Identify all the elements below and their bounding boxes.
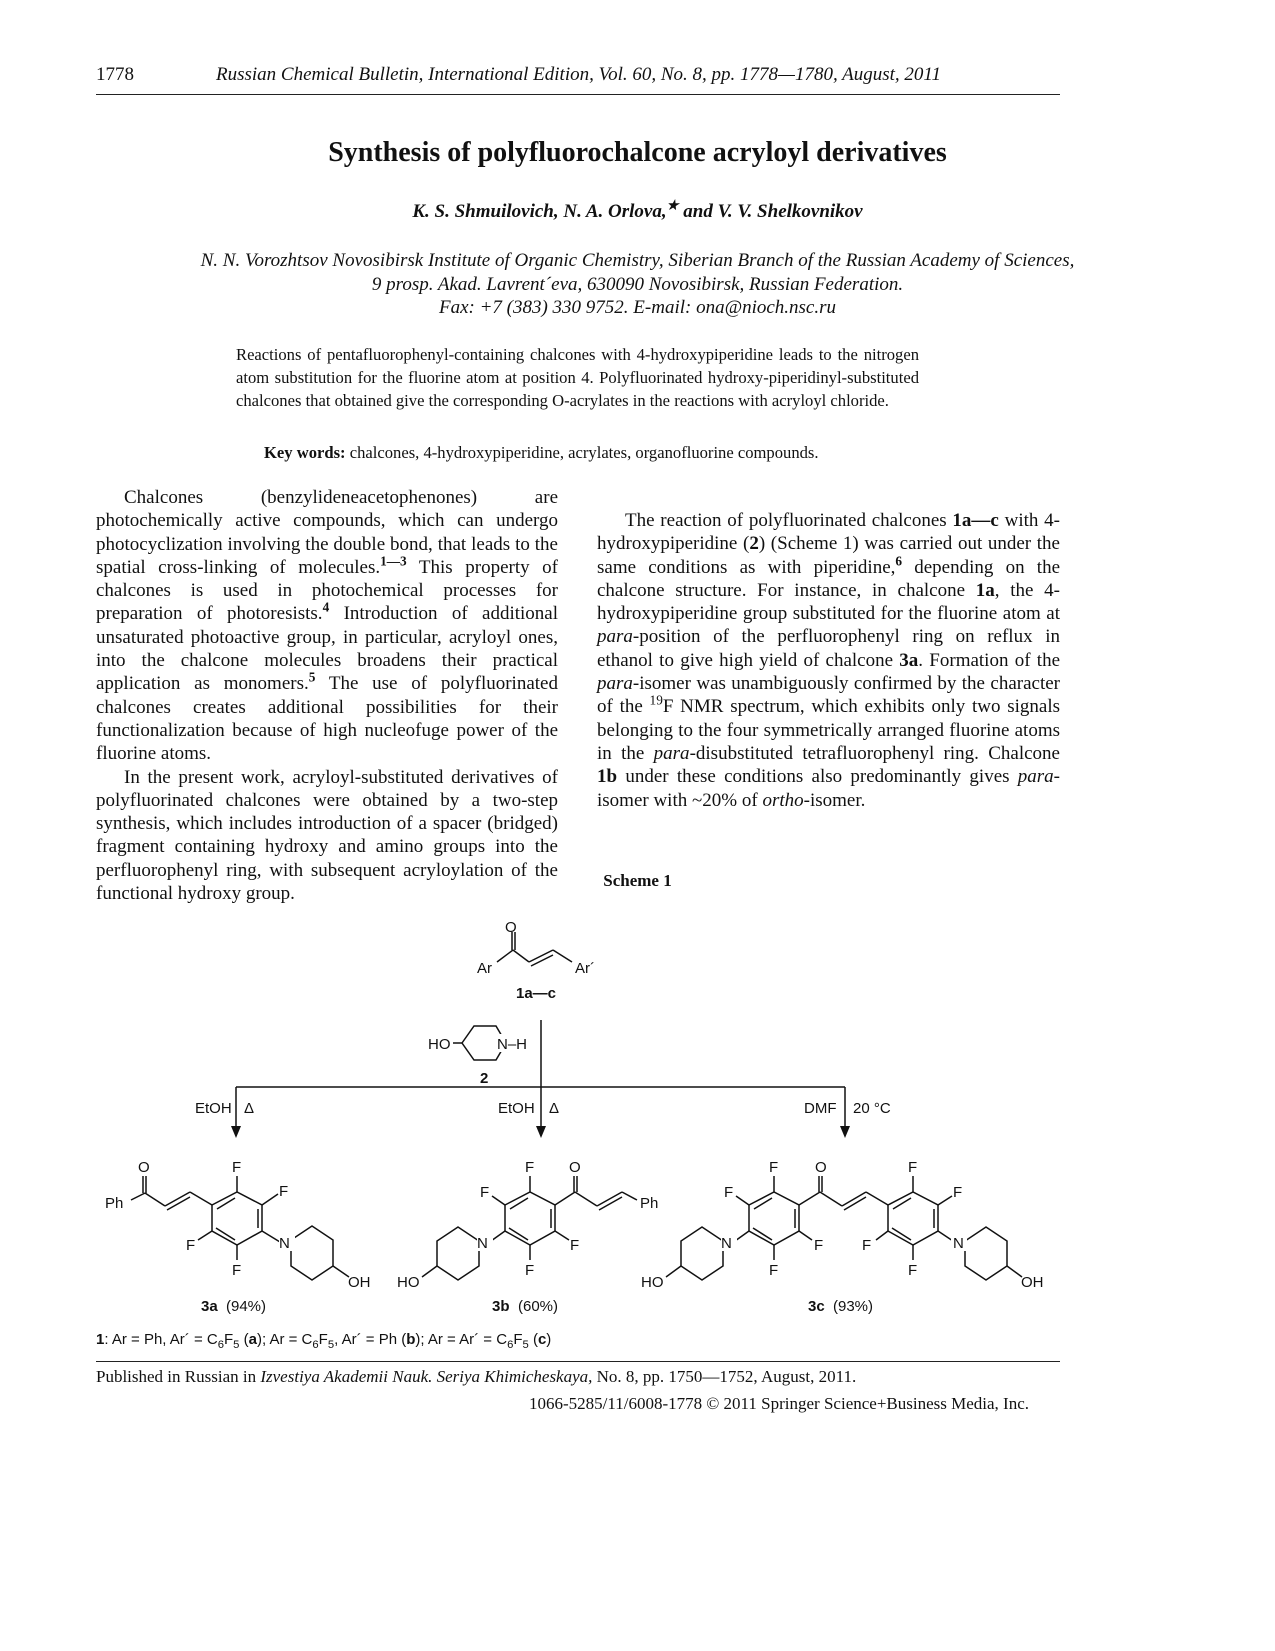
product-3a: 3a xyxy=(201,1298,218,1315)
page-number: 1778 xyxy=(96,64,134,85)
yield-3c: (93%) xyxy=(833,1298,874,1315)
cond-mid-solvent: EtOH xyxy=(498,1100,535,1117)
svg-text:F: F xyxy=(232,1262,242,1279)
svg-text:Ph: Ph xyxy=(640,1195,659,1212)
affiliation-line-3: Fax: +7 (383) 330 9752. E-mail: ona@nioch.nsc.ru xyxy=(438,297,837,318)
svg-text:F: F xyxy=(186,1237,196,1254)
running-header xyxy=(96,64,1060,95)
yield-3b: (60%) xyxy=(518,1298,559,1315)
cond-left-heat: Δ xyxy=(244,1100,255,1117)
svg-text:F: F xyxy=(525,1262,535,1279)
svg-text:N: N xyxy=(477,1235,488,1252)
svg-text:F: F xyxy=(232,1159,242,1176)
svg-text:OH: OH xyxy=(1021,1274,1044,1291)
product-3c: 3c xyxy=(808,1298,825,1315)
ar-prime-label: Ar´ xyxy=(575,960,595,977)
cond-right-solvent: DMF xyxy=(804,1100,837,1117)
paragraph-2: In the present work, acryloyl-substituted derivatives of polyfluorinated chalcones were obtained by a two-step synthesis, which includes introduction of a spacer (bridged) fragment containing hydroxy and amino groups into the perfluorophenyl ring, with subsequent acryloylation of the functional hydroxy group. xyxy=(96,766,558,905)
scheme-legend: 1: Ar = Ph, Ar´ = $C_6F_5$ (a); $Ar = C_6F_5$, Ar´ = Ph (b); Ar = Ar´ = $C_6F_5$ (c) xyxy=(96,1331,552,1351)
svg-text:F: F xyxy=(862,1237,872,1254)
ref: 1—3 xyxy=(380,553,407,569)
svg-text:F: F xyxy=(769,1159,779,1176)
yield-3a: (94%) xyxy=(226,1298,267,1315)
arrow-heads xyxy=(231,1126,850,1138)
svg-text:F: F xyxy=(525,1159,535,1176)
body-column-left xyxy=(96,486,558,905)
ar-label: Ar xyxy=(477,960,492,977)
svg-text:OH: OH xyxy=(348,1274,371,1291)
reagent-label: 2 xyxy=(480,1070,489,1087)
keywords-label: Key words: xyxy=(264,443,346,462)
affiliation-line-1: N. N. Vorozhtsov Novosibirsk Institute of Organic Chemistry, Siberian Branch of the Russian Academy of Sciences, xyxy=(200,250,1075,271)
cond-left-solvent: EtOH xyxy=(195,1100,232,1117)
svg-text:O: O xyxy=(138,1159,150,1176)
svg-text:F: F xyxy=(908,1262,918,1279)
svg-text:F: F xyxy=(908,1159,918,1176)
journal-citation: Russian Chemical Bulletin, International Edition, Vol. 60, No. 8, pp. 1778—1780, August, 2011 xyxy=(216,64,941,85)
keywords-list: chalcones, 4-hydroxypiperidine, acrylates, organofluorine compounds. xyxy=(349,443,819,462)
reagent-nh: N–H xyxy=(497,1036,528,1053)
svg-text:N: N xyxy=(721,1235,732,1252)
paragraph-3: The reaction of polyfluorinated chalcones 1a—c with 4-hydroxypiperidine (2) (Scheme 1) was carried out under the same conditions as with piperidine,$^6$ depending on the chalcone structure. For instance, in chalcone 1a, the 4-hydroxypiperidine group substituted for the fluorine atom at para-position of the perfluorophenyl ring on reflux in ethanol to give high yield of chalcone 3a. Formation of the para-isomer was unambiguously confirmed by the character of the $^{19}$F NMR spectrum, which exhibits only two signals belonging to the four symmetrically arranged fluorine atoms in the para-disubstituted tetrafluorophenyl ring. Chalcone 1b under these conditions also predominantly gives para-isomer with ~20% of ortho-isomer. xyxy=(597,510,1061,811)
product-3b: 3b xyxy=(492,1298,510,1315)
authors-first: K. S. Shmuilovich, N. A. Orlova, xyxy=(412,201,667,222)
abstract: Reactions of pentafluorophenyl-containing chalcones with 4-hydroxypiperidine leads to the nitrogen atom substitution for the fluorine atom at position 4. Polyfluorinated hydroxy-piperidinyl-substituted chalcones that obtained give the corresponding O-acrylates in the reactions with acryloyl chloride. xyxy=(236,345,919,410)
svg-text:HO: HO xyxy=(641,1274,664,1291)
ref: 5 xyxy=(308,670,316,686)
corresponding-mark: ★ xyxy=(666,197,679,213)
published-note: Published in Russian in Izvestiya Akademii Nauk. Seriya Khimicheskaya, No. 8, pp. 1750—1752, August, 2011. xyxy=(96,1367,857,1386)
svg-text:N: N xyxy=(953,1235,964,1252)
paragraph-1: Chalcones (benzylideneacetophenones) are photochemically active compounds, which can undergo photocyclization involving the double bond, that leads to the spatial cross-linking of molecules.$^{1—3}$ This property of chalcones is used in photochemical processes for preparation of photoresists.$^4$ Introduction of additional unsaturated photoactive group, in particular, acryloyl ones, into the chalcone molecules broadens their practical application as monomers.$^5$ The use of polyfluorinated chalcones creates additional possibilities for their functionalization because of high nucleofuge power of the fluorine atoms. xyxy=(96,487,558,765)
svg-text:F: F xyxy=(570,1237,580,1254)
start-compound-label: 1a—c xyxy=(516,985,557,1002)
svg-text:F: F xyxy=(953,1184,963,1201)
svg-text:O: O xyxy=(815,1159,827,1176)
svg-text:HO: HO xyxy=(397,1274,420,1291)
keywords xyxy=(264,443,819,463)
affiliation-line-2: 9 prosp. Akad. Lavrent´eva, 630090 Novosibirsk, Russian Federation. xyxy=(371,274,904,295)
svg-text:F: F xyxy=(814,1237,824,1254)
reagent-ho: HO xyxy=(428,1036,451,1053)
atom-o: O xyxy=(505,919,517,936)
cond-mid-heat: Δ xyxy=(549,1100,560,1117)
svg-text:F: F xyxy=(769,1262,779,1279)
cond-right-temp: 20 °C xyxy=(853,1100,891,1117)
ref: 4 xyxy=(322,600,330,616)
authors xyxy=(0,197,1275,223)
authors-last: and V. V. Shelkovnikov xyxy=(683,201,863,222)
svg-text:F: F xyxy=(724,1184,734,1201)
svg-text:N: N xyxy=(279,1235,290,1252)
ref: 6 xyxy=(895,553,903,569)
reaction-scheme xyxy=(0,900,1275,1330)
copyright-line: 1066-5285/11/6008-1778 © 2011 Springer Science+Business Media, Inc. xyxy=(529,1394,1030,1413)
body-column-right xyxy=(597,509,1060,812)
scheme-title: Scheme 1 xyxy=(603,871,672,890)
svg-text:F: F xyxy=(480,1184,490,1201)
footer-divider xyxy=(96,1361,1060,1362)
published-journal: Izvestiya Akademii Nauk. Seriya Khimicheskaya, xyxy=(260,1367,593,1386)
article-title: Synthesis of polyfluorochalcone acryloyl derivatives xyxy=(328,137,947,168)
svg-text:F: F xyxy=(279,1183,289,1200)
svg-text:O: O xyxy=(569,1159,581,1176)
svg-text:Ph: Ph xyxy=(105,1195,124,1212)
